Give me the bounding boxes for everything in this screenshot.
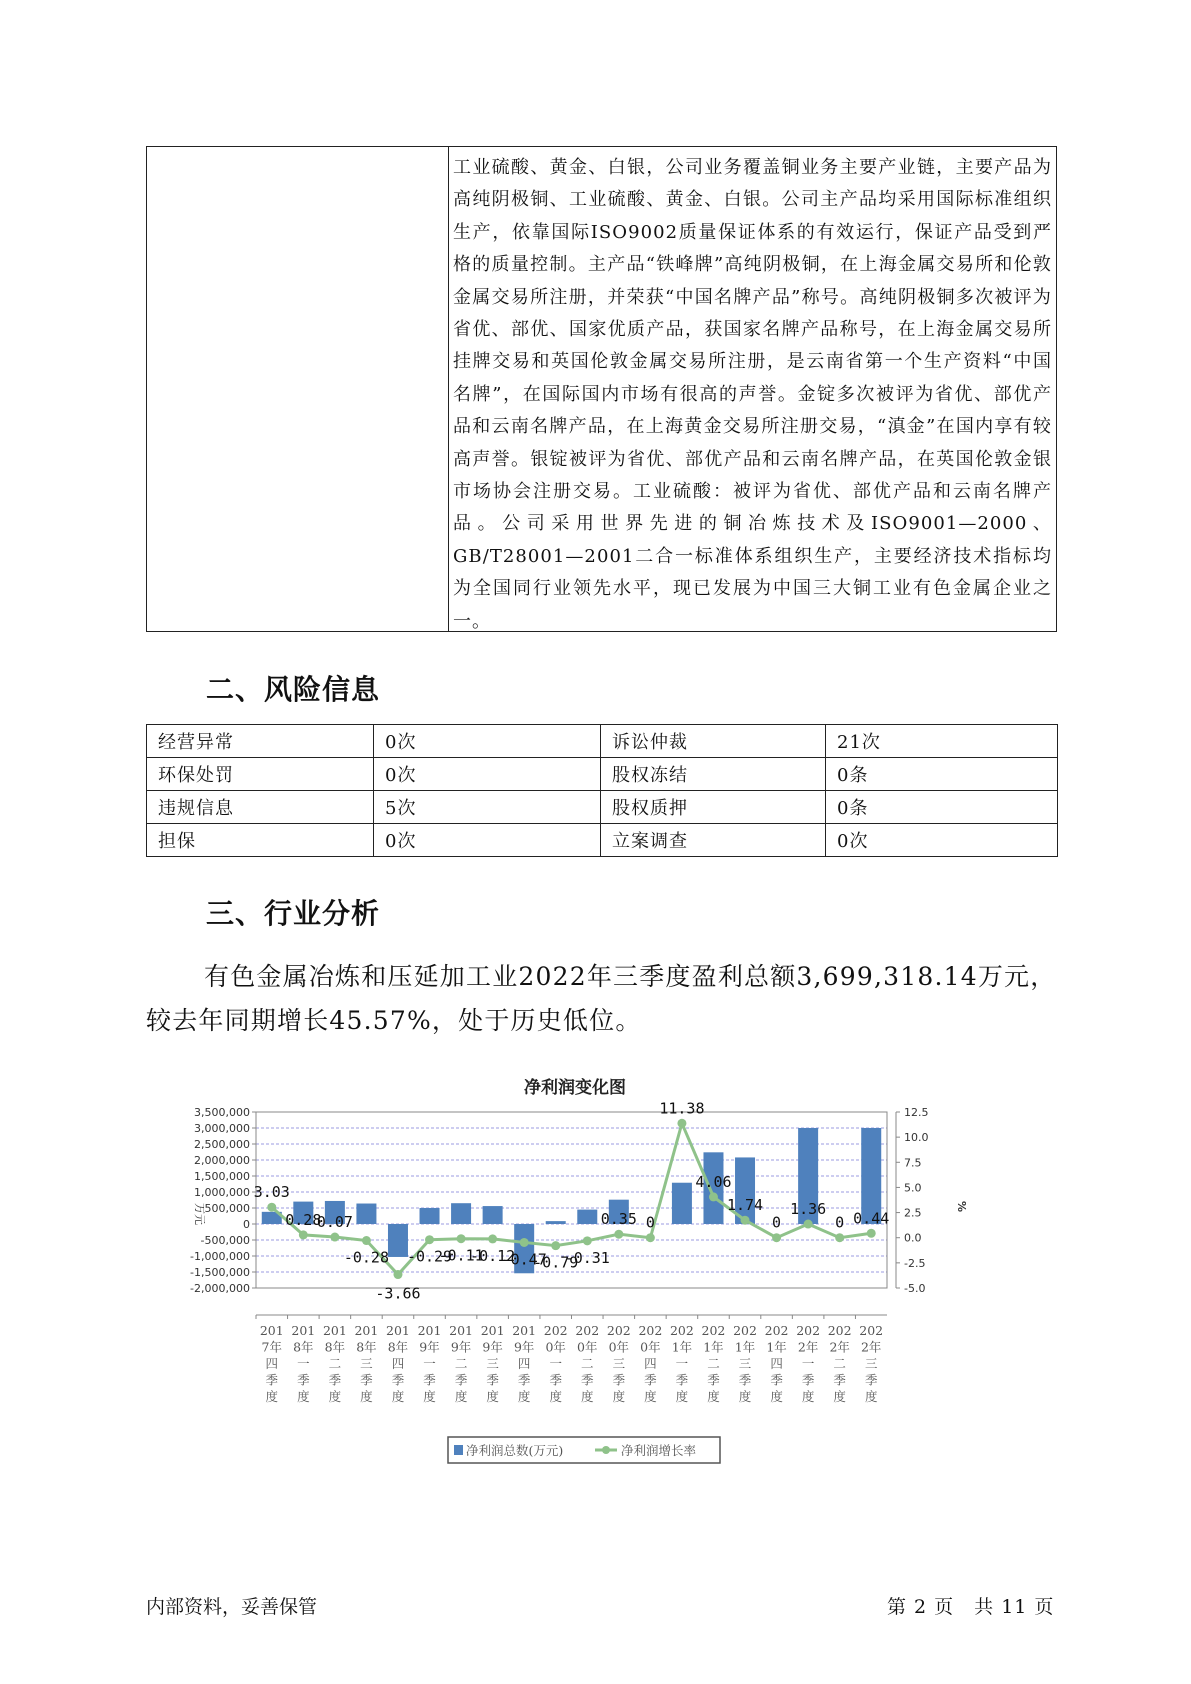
- legend-line-label: 净利润增长率: [621, 1443, 697, 1458]
- x-category-label: 度: [360, 1389, 373, 1404]
- x-category-label: 季: [549, 1372, 562, 1388]
- x-category-label: 9年: [450, 1339, 472, 1355]
- x-category-label: 度: [644, 1389, 657, 1404]
- bar: [672, 1183, 692, 1224]
- x-category-label: 202: [796, 1323, 821, 1338]
- x-category-label: 三: [864, 1356, 878, 1371]
- x-category-label: 202: [701, 1323, 726, 1338]
- x-category-label: 度: [423, 1389, 436, 1404]
- y2-tick-label: 0.0: [904, 1231, 922, 1245]
- chart-svg: [180, 1065, 970, 1525]
- x-category-label: 季: [864, 1372, 878, 1388]
- x-category-label: 7年: [261, 1339, 283, 1355]
- y2-tick-label: -2.5: [904, 1256, 926, 1270]
- x-category-label: 二: [581, 1356, 594, 1371]
- risk-label: 经营异常: [147, 725, 374, 758]
- risk-label: 担保: [147, 824, 374, 857]
- risk-row: [147, 758, 1058, 791]
- x-category-label: 季: [707, 1372, 720, 1388]
- growth-point: [267, 1203, 276, 1212]
- x-category-label: 202: [764, 1323, 789, 1338]
- growth-data-label: 0.35: [600, 1210, 637, 1229]
- x-category-label: 202: [543, 1323, 568, 1338]
- x-category-label: 四: [517, 1356, 531, 1371]
- y-tick-label: -2,000,000: [190, 1282, 250, 1295]
- x-category-label: 2年: [797, 1339, 819, 1355]
- growth-data-label: 1.36: [790, 1200, 827, 1219]
- x-category-label: 8年: [387, 1339, 409, 1355]
- bar: [356, 1204, 376, 1224]
- growth-point: [772, 1233, 781, 1242]
- x-category-label: 8年: [356, 1339, 377, 1355]
- growth-data-label: 0.07: [316, 1213, 353, 1232]
- y-tick-label: -1,500,000: [190, 1266, 250, 1279]
- x-category-label: 8年: [324, 1339, 346, 1355]
- y-tick-label: -1,000,000: [190, 1250, 250, 1263]
- x-category-label: 度: [328, 1389, 342, 1404]
- growth-point: [646, 1233, 655, 1242]
- x-category-label: 三: [360, 1356, 373, 1371]
- x-category-label: 202: [606, 1323, 631, 1338]
- y-tick-label: 2,000,000: [194, 1154, 250, 1167]
- legend-line-marker: [602, 1446, 610, 1454]
- x-category-label: 8年: [293, 1339, 314, 1355]
- risk-table: [146, 724, 1058, 857]
- x-category-label: 9年: [513, 1339, 535, 1355]
- profile-description: 工业硫酸、黄金、白银，公司业务覆盖铜业务主要产业链，主要产品为高纯阴极铜、工业硫酸、黄金、白银。公司主产品均采用国际标准组织生产，依靠国际ISO9002质量保证体系的有效运行，保证产品受到严格的质量控制。主产品“铁峰牌”高纯阴极铜，在上海金属交易所和伦敦金属交易所注册，并荣获“中国名牌产品”称号。高纯阴极铜多次被评为省优、部优、国家优质产品，获国家名牌产品称号，在上海金属交易所挂牌交易和英国伦敦金属交易所注册，是云南省第一个生产资料“中国名牌”，在国际国内市场有很高的声誉。金锭多次被评为省优、部优产品和云南名牌产品，在上海黄金交易所注册交易，“滇金”在国内享有较高声誉。银锭被评为省优、部优产品和云南名牌产品，在英国伦敦金银市场协会注册交易。工业硫酸：被评为省优、部优产品和云南名牌产品。公司采用世界先进的铜冶炼技术及ISO9001—2000、GB/T28001—2001二合一标准体系组织生产，主要经济技术指标均为全国同行业领先水平，现已发展为中国三大铜工业有色金属企业之一。: [453, 157, 1052, 632]
- risk-heading: 二、风险信息: [206, 673, 381, 706]
- x-category-label: 201: [417, 1323, 442, 1338]
- risk-row: [147, 725, 1058, 758]
- y-tick-label: 0: [243, 1218, 250, 1231]
- x-category-label: 一: [675, 1356, 689, 1371]
- y-axis-title: 万元: [193, 1203, 206, 1225]
- x-category-label: 0年: [608, 1339, 630, 1355]
- growth-data-label: 0.28: [285, 1210, 322, 1229]
- growth-point: [614, 1230, 623, 1239]
- growth-point: [583, 1236, 592, 1245]
- x-category-label: 季: [644, 1372, 657, 1388]
- growth-point: [393, 1270, 402, 1279]
- growth-data-label: -0.12: [470, 1246, 516, 1265]
- x-category-label: 季: [770, 1372, 783, 1388]
- y-tick-label: 1,000,000: [194, 1186, 250, 1199]
- growth-point: [457, 1234, 466, 1243]
- risk-label: 立案调查: [601, 824, 826, 857]
- growth-data-label: -0.47: [501, 1250, 547, 1269]
- growth-data-label: 0: [772, 1213, 782, 1232]
- x-category-label: 1年: [703, 1339, 724, 1355]
- bar: [577, 1210, 597, 1224]
- industry-paragraph: 有色金属冶炼和压延加工业2022年三季度盈利总额3,699,318.14万元，较去年同期增长45.57%，处于历史低位。: [146, 962, 1057, 1035]
- y2-tick-label: 10.0: [904, 1131, 929, 1145]
- x-category-label: 度: [486, 1389, 499, 1404]
- x-category-label: 季: [423, 1372, 436, 1388]
- y-tick-label: -500,000: [200, 1234, 250, 1247]
- x-category-label: 0年: [640, 1339, 661, 1355]
- risk-value: 0次: [374, 725, 601, 758]
- y-tick-label: 3,000,000: [194, 1122, 250, 1135]
- x-category-label: 2年: [829, 1339, 850, 1355]
- risk-value: 0次: [374, 758, 601, 791]
- legend-bar-swatch: [454, 1445, 463, 1455]
- x-category-label: 季: [297, 1372, 310, 1388]
- x-category-label: 季: [581, 1372, 594, 1388]
- x-category-label: 202: [575, 1323, 600, 1338]
- x-category-label: 201: [386, 1323, 410, 1338]
- x-category-label: 度: [549, 1389, 562, 1404]
- x-category-label: 201: [291, 1323, 316, 1338]
- growth-data-label: 3.03: [253, 1183, 290, 1202]
- growth-data-label: 1.74: [726, 1196, 764, 1215]
- y-tick-label: 3,500,000: [194, 1106, 250, 1119]
- growth-point: [741, 1216, 750, 1225]
- growth-data-label: -3.66: [375, 1284, 421, 1303]
- chart-title: 净利润变化图: [524, 1078, 626, 1098]
- growth-data-label: -0.29: [406, 1247, 453, 1266]
- risk-label: 诉讼仲裁: [601, 725, 826, 758]
- x-category-label: 二: [328, 1356, 342, 1371]
- x-category-label: 0年: [577, 1339, 598, 1355]
- x-category-label: 三: [612, 1356, 626, 1371]
- x-category-label: 一: [423, 1356, 436, 1371]
- x-category-label: 度: [581, 1389, 594, 1404]
- x-category-label: 201: [259, 1323, 284, 1338]
- y2-tick-label: -5.0: [904, 1282, 926, 1295]
- x-category-label: 度: [675, 1389, 689, 1404]
- x-category-label: 季: [360, 1372, 373, 1388]
- x-category-label: 度: [707, 1389, 720, 1404]
- growth-data-label: 11.38: [659, 1099, 705, 1118]
- x-category-label: 201: [322, 1323, 347, 1338]
- risk-value: 0条: [826, 758, 1058, 791]
- risk-label: 环保处罚: [147, 758, 374, 791]
- x-category-label: 2年: [860, 1339, 882, 1355]
- growth-point: [362, 1236, 371, 1245]
- x-category-label: 201: [354, 1323, 379, 1338]
- x-category-label: 季: [454, 1372, 468, 1388]
- growth-point: [835, 1233, 844, 1242]
- x-category-label: 1年: [671, 1339, 693, 1355]
- x-category-label: 一: [549, 1356, 562, 1371]
- growth-data-label: 0: [645, 1213, 655, 1232]
- x-category-label: 季: [265, 1372, 279, 1388]
- x-category-label: 度: [517, 1389, 531, 1404]
- x-category-label: 9年: [419, 1339, 440, 1355]
- growth-point: [804, 1220, 813, 1229]
- x-category-label: 一: [801, 1356, 815, 1371]
- x-category-label: 1年: [734, 1339, 756, 1355]
- risk-label: 违规信息: [147, 791, 374, 824]
- x-category-label: 季: [391, 1372, 405, 1388]
- x-category-label: 季: [675, 1372, 689, 1388]
- bar: [546, 1221, 566, 1224]
- risk-label: 股权质押: [601, 791, 826, 824]
- growth-point: [709, 1192, 718, 1201]
- risk-row: [147, 791, 1058, 824]
- growth-data-label: -0.79: [533, 1253, 579, 1272]
- risk-value: 0次: [374, 824, 601, 857]
- x-category-label: 一: [297, 1356, 310, 1371]
- page-number: 第 2 页 共 11 页: [887, 1596, 1055, 1618]
- bar: [483, 1206, 503, 1224]
- y-tick-label: 500,000: [204, 1202, 250, 1215]
- net-profit-chart: [180, 1065, 970, 1525]
- growth-point: [330, 1233, 339, 1242]
- x-category-label: 202: [827, 1323, 852, 1338]
- growth-point: [677, 1119, 686, 1128]
- profile-label-cell: [147, 147, 449, 631]
- x-category-label: 度: [833, 1389, 846, 1404]
- x-category-label: 四: [770, 1356, 783, 1371]
- x-category-label: 四: [644, 1356, 657, 1371]
- x-category-label: 二: [454, 1356, 468, 1371]
- x-category-label: 二: [707, 1356, 720, 1371]
- growth-data-label: -0.11: [438, 1246, 484, 1265]
- x-category-label: 201: [480, 1323, 505, 1338]
- growth-data-label: -0.31: [564, 1248, 610, 1267]
- bar: [451, 1203, 471, 1224]
- company-profile-table: [146, 146, 1057, 632]
- x-category-label: 三: [738, 1356, 752, 1371]
- x-category-label: 三: [486, 1356, 499, 1371]
- x-category-label: 四: [265, 1356, 279, 1371]
- x-category-label: 度: [864, 1389, 878, 1404]
- x-category-label: 度: [801, 1389, 815, 1404]
- risk-value: 5次: [374, 791, 601, 824]
- growth-point: [488, 1234, 497, 1243]
- legend-bar-label: 净利润总数(万元): [466, 1443, 564, 1458]
- growth-point: [520, 1238, 529, 1247]
- x-category-label: 202: [669, 1323, 694, 1338]
- x-category-label: 1年: [766, 1339, 787, 1355]
- x-category-label: 季: [833, 1372, 846, 1388]
- x-category-label: 二: [833, 1356, 846, 1371]
- x-category-label: 9年: [482, 1339, 503, 1355]
- x-category-label: 202: [638, 1323, 663, 1338]
- x-category-label: 季: [486, 1372, 499, 1388]
- growth-point: [299, 1230, 308, 1239]
- x-category-label: 四: [391, 1356, 405, 1371]
- growth-data-label: 4.06: [695, 1172, 732, 1191]
- x-category-label: 0年: [545, 1339, 566, 1355]
- y2-axis-title: %: [955, 1201, 968, 1213]
- x-category-label: 202: [859, 1323, 884, 1338]
- x-category-label: 度: [770, 1389, 783, 1404]
- bar: [388, 1224, 408, 1257]
- y2-tick-label: 2.5: [904, 1206, 922, 1220]
- x-category-label: 度: [265, 1389, 279, 1404]
- bar: [420, 1208, 440, 1224]
- growth-data-label: -0.28: [343, 1248, 390, 1267]
- footer-note: 内部资料，妥善保管: [146, 1596, 318, 1618]
- x-category-label: 度: [297, 1389, 310, 1404]
- risk-row: [147, 824, 1058, 857]
- risk-label: 股权冻结: [601, 758, 826, 791]
- risk-value: 0条: [826, 791, 1058, 824]
- x-category-label: 度: [391, 1389, 405, 1404]
- y-tick-label: 2,500,000: [194, 1138, 250, 1151]
- growth-point: [425, 1235, 434, 1244]
- x-category-label: 季: [738, 1372, 752, 1388]
- x-category-label: 度: [738, 1389, 752, 1404]
- growth-point: [551, 1241, 560, 1250]
- y2-tick-label: 7.5: [904, 1156, 922, 1170]
- y2-tick-label: 5.0: [904, 1181, 922, 1195]
- risk-value: 0次: [826, 824, 1058, 857]
- y-tick-label: 1,500,000: [194, 1170, 250, 1183]
- risk-value: 21次: [826, 725, 1058, 758]
- growth-data-label: 0: [835, 1213, 845, 1232]
- x-category-label: 度: [454, 1389, 468, 1404]
- x-category-label: 季: [328, 1372, 342, 1388]
- growth-data-label: 0.44: [853, 1209, 890, 1228]
- x-category-label: 201: [449, 1323, 474, 1338]
- industry-heading: 三、行业分析: [206, 897, 381, 930]
- x-category-label: 201: [512, 1323, 537, 1338]
- x-category-label: 季: [517, 1372, 531, 1388]
- growth-point: [867, 1229, 876, 1238]
- x-category-label: 季: [801, 1372, 815, 1388]
- x-category-label: 季: [612, 1372, 626, 1388]
- x-category-label: 度: [612, 1389, 626, 1404]
- x-category-label: 202: [733, 1323, 757, 1338]
- y2-tick-label: 12.5: [904, 1106, 929, 1119]
